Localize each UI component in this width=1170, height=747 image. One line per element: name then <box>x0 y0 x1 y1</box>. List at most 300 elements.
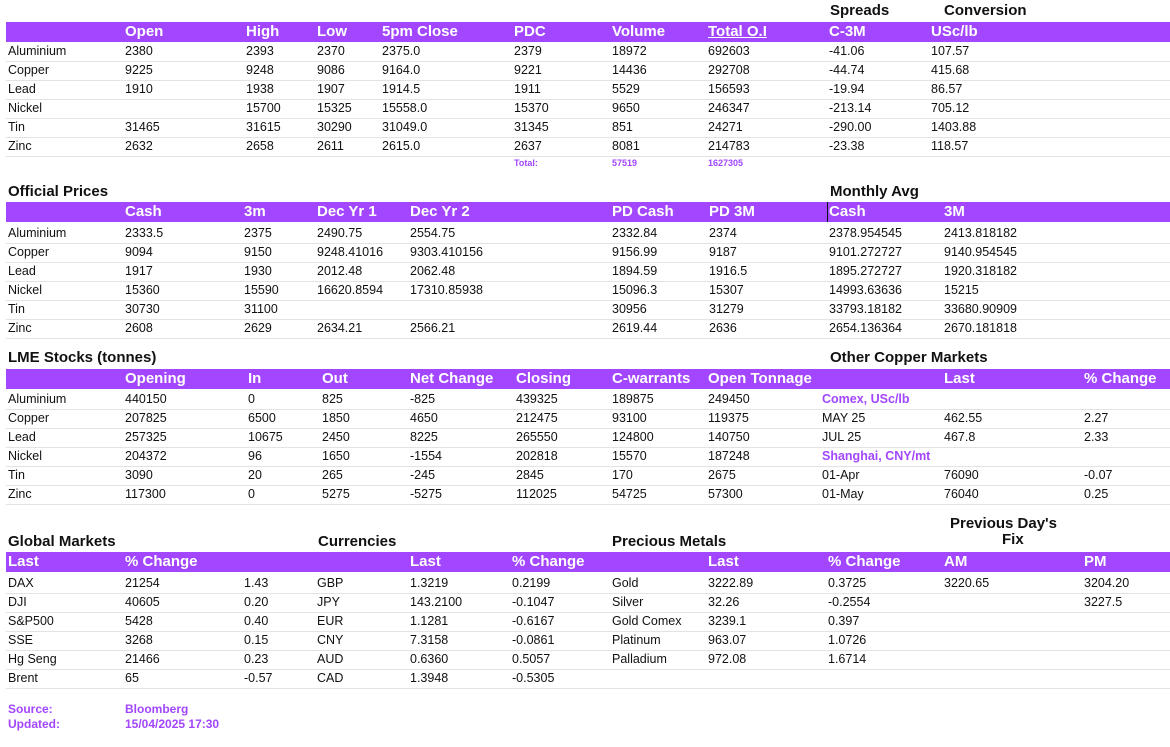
col-closing: Closing <box>516 370 571 387</box>
cell: 2380 <box>125 44 153 58</box>
cell: 415.68 <box>931 63 970 77</box>
cell: 2450 <box>322 430 350 444</box>
col-volume: Volume <box>612 23 666 40</box>
cell: 24271 <box>708 120 743 134</box>
cell: 0 <box>248 487 255 501</box>
cell: CAD <box>317 671 344 685</box>
table-row <box>6 447 1170 467</box>
table-row <box>6 99 1170 119</box>
metal-name: Lead <box>8 264 36 278</box>
cell: 143.2100 <box>410 595 463 609</box>
col-pm-last: Last <box>708 553 739 570</box>
other-market-label: 01-May <box>822 487 864 501</box>
cell: 2333.5 <box>125 226 164 240</box>
cell: 31615 <box>246 120 281 134</box>
currencies-title: Currencies <box>318 533 397 550</box>
metal-name: Copper <box>8 63 49 77</box>
cell: 1403.88 <box>931 120 977 134</box>
cell: 1894.59 <box>612 264 658 278</box>
col-net-change: Net Change <box>410 370 494 387</box>
cell: Palladium <box>612 652 667 666</box>
cell: 4650 <box>410 411 438 425</box>
col-avg-cash: Cash <box>829 203 866 220</box>
totals-volume: 57519 <box>612 158 638 168</box>
other-market-change: 0.25 <box>1084 487 1109 501</box>
cell: -0.2554 <box>828 595 871 609</box>
markets-header-band <box>6 552 1170 572</box>
metal-name: Nickel <box>8 449 43 463</box>
metal-name: Lead <box>8 430 36 444</box>
metal-name: Tin <box>8 302 25 316</box>
cell: 1930 <box>244 264 272 278</box>
cell: 32.26 <box>708 595 740 609</box>
cell: 15590 <box>244 283 279 297</box>
cell: CNY <box>317 633 344 647</box>
cell: 107.57 <box>931 44 970 58</box>
cell: 5529 <box>612 82 640 96</box>
updated-value: 15/04/2025 17:30 <box>125 717 220 731</box>
cell: 2675 <box>708 468 736 482</box>
cell: 156593 <box>708 82 750 96</box>
cell: 2636 <box>709 321 737 335</box>
col-pd-3m: PD 3M <box>709 203 755 220</box>
other-market-label: JUL 25 <box>822 430 862 444</box>
cell: 15570 <box>612 449 647 463</box>
metal-name: Lead <box>8 82 36 96</box>
cell: 170 <box>612 468 633 482</box>
cell: 2012.48 <box>317 264 363 278</box>
cell: 2374 <box>709 226 737 240</box>
cell: 3268 <box>125 633 153 647</box>
cell: 0 <box>248 392 255 406</box>
cell: 9187 <box>709 245 737 259</box>
col-dec-yr1: Dec Yr 1 <box>317 203 377 220</box>
cell: 0.40 <box>244 614 269 628</box>
cell: 2332.84 <box>612 226 658 240</box>
other-market-last: 76090 <box>944 468 979 482</box>
cell: 30956 <box>612 302 647 316</box>
cell: 9164.0 <box>382 63 421 77</box>
cell: 1895.272727 <box>829 264 902 278</box>
col-5pm-close: 5pm Close <box>382 23 458 40</box>
totals-label: Total: <box>514 158 538 168</box>
cell: 30730 <box>125 302 160 316</box>
table-row <box>6 80 1170 100</box>
cell: -44.74 <box>829 63 865 77</box>
col-dec-yr2: Dec Yr 2 <box>410 203 470 220</box>
cell: 7.3158 <box>410 633 449 647</box>
cell: 2654.136364 <box>829 321 902 335</box>
table-row <box>6 300 1170 320</box>
cell: -0.1047 <box>512 595 555 609</box>
cell: 692603 <box>708 44 750 58</box>
cell: 9140.954545 <box>944 245 1017 259</box>
cell: 14993.63636 <box>829 283 902 297</box>
cell: 65 <box>125 671 139 685</box>
cell: -19.94 <box>829 82 865 96</box>
table-row <box>6 319 1170 339</box>
cell: SSE <box>8 633 34 647</box>
cell: 17310.85938 <box>410 283 483 297</box>
cell: 2379 <box>514 44 542 58</box>
cell: 972.08 <box>708 652 747 666</box>
cell: 31465 <box>125 120 160 134</box>
cell: 0.5057 <box>512 652 551 666</box>
other-copper-title: Other Copper Markets <box>830 349 988 366</box>
col-gm-change: % Change <box>125 553 198 570</box>
cell: -0.5305 <box>512 671 555 685</box>
cell: 439325 <box>516 392 558 406</box>
cell: 825 <box>322 392 343 406</box>
metal-name: Aluminium <box>8 226 67 240</box>
cell: 2608 <box>125 321 153 335</box>
other-market-label: 01-Apr <box>822 468 860 482</box>
cell: 249450 <box>708 392 750 406</box>
table-row <box>6 409 1170 429</box>
cell: 2413.818182 <box>944 226 1017 240</box>
cell: -41.06 <box>829 44 865 58</box>
cell: 0.15 <box>244 633 269 647</box>
col-fix-am: AM <box>944 553 968 570</box>
col-low: Low <box>317 23 347 40</box>
table-row <box>6 650 1170 670</box>
metal-name: Nickel <box>8 101 43 115</box>
cell: 851 <box>612 120 633 134</box>
cell: 8081 <box>612 139 640 153</box>
cell: 86.57 <box>931 82 963 96</box>
cell: 0.3725 <box>828 576 867 590</box>
cell: Gold Comex <box>612 614 682 628</box>
cell: 14436 <box>612 63 647 77</box>
cell: -1554 <box>410 449 442 463</box>
table-row <box>6 137 1170 157</box>
cell: Gold <box>612 576 639 590</box>
cell: 1914.5 <box>382 82 421 96</box>
cell: 31345 <box>514 120 549 134</box>
updated-label: Updated: <box>8 717 60 731</box>
cell: 0.6360 <box>410 652 449 666</box>
cell: 189875 <box>612 392 654 406</box>
cell: 1.6714 <box>828 652 867 666</box>
table-row <box>6 42 1170 62</box>
cell: 204372 <box>125 449 167 463</box>
cell: 440150 <box>125 392 167 406</box>
cursor-marker <box>827 202 828 222</box>
col-c-warrants: C-warrants <box>612 370 691 387</box>
cell: 57300 <box>708 487 743 501</box>
monthly-avg-title: Monthly Avg <box>830 183 919 200</box>
cell: AUD <box>317 652 344 666</box>
col-pdc: PDC <box>514 23 546 40</box>
cell: 93100 <box>612 411 647 425</box>
cell: 10675 <box>248 430 283 444</box>
cell: S&P500 <box>8 614 54 628</box>
cell: 9150 <box>244 245 272 259</box>
col-3m: 3m <box>244 203 266 220</box>
cell: 292708 <box>708 63 750 77</box>
cell: 9221 <box>514 63 542 77</box>
cell: 2632 <box>125 139 153 153</box>
metal-name: Tin <box>8 468 25 482</box>
cell: Hg Seng <box>8 652 57 666</box>
cell: 1850 <box>322 411 350 425</box>
cell: 5275 <box>322 487 350 501</box>
cell: 2370 <box>317 44 345 58</box>
cell: 31100 <box>244 302 278 316</box>
cell: 2375 <box>244 226 272 240</box>
cell: 2637 <box>514 139 542 153</box>
cell: -23.38 <box>829 139 865 153</box>
cell: 140750 <box>708 430 750 444</box>
cell: 33680.90909 <box>944 302 1017 316</box>
col-in: In <box>248 370 262 387</box>
cell: 118.57 <box>931 139 969 153</box>
cell: 2629 <box>244 321 272 335</box>
cell: 5428 <box>125 614 153 628</box>
cell: 212475 <box>516 411 558 425</box>
col-cur-last: Last <box>410 553 441 570</box>
cell: 2845 <box>516 468 544 482</box>
metal-name: Copper <box>8 245 49 259</box>
table-row <box>6 593 1170 613</box>
official-prices-title: Official Prices <box>8 183 109 200</box>
cell: 9303.410156 <box>410 245 483 259</box>
cell: 257325 <box>125 430 167 444</box>
metal-name: Zinc <box>8 321 32 335</box>
cell: -0.6167 <box>512 614 555 628</box>
cell: 15370 <box>514 101 549 115</box>
cell: 0.397 <box>828 614 860 628</box>
cell: DAX <box>8 576 34 590</box>
table-row <box>6 118 1170 138</box>
table-row <box>6 485 1170 505</box>
cell: 15558.0 <box>382 101 428 115</box>
cell: 2378.954545 <box>829 226 902 240</box>
cell: 2554.75 <box>410 226 456 240</box>
cell: 3239.1 <box>708 614 747 628</box>
cell: 1920.318182 <box>944 264 1017 278</box>
metal-name: Zinc <box>8 487 32 501</box>
cell: -5275 <box>410 487 442 501</box>
cell: 2619.44 <box>612 321 658 335</box>
col-high: High <box>246 23 280 40</box>
metal-name: Tin <box>8 120 25 134</box>
cell: 2375.0 <box>382 44 421 58</box>
cell: 265 <box>322 468 343 482</box>
col-pd-cash: PD Cash <box>612 203 674 220</box>
cell: 21466 <box>125 652 160 666</box>
cell: 9650 <box>612 101 640 115</box>
col-out: Out <box>322 370 348 387</box>
cell: 9248.41016 <box>317 245 384 259</box>
cell: GBP <box>317 576 344 590</box>
cell: EUR <box>317 614 344 628</box>
col-avg-3m: 3M <box>944 203 965 220</box>
cell: 2634.21 <box>317 321 363 335</box>
cell: 119375 <box>708 411 749 425</box>
cell: 2393 <box>246 44 274 58</box>
global-markets-title: Global Markets <box>8 533 116 550</box>
table-row <box>6 390 1170 410</box>
cell: 16620.8594 <box>317 283 384 297</box>
cell: -213.14 <box>829 101 872 115</box>
cell: 1.1281 <box>410 614 449 628</box>
cell: 3220.65 <box>944 576 990 590</box>
cell: Silver <box>612 595 644 609</box>
cell: 15096.3 <box>612 283 658 297</box>
cell: 1.3219 <box>410 576 449 590</box>
col-other-change: % Change <box>1084 370 1157 387</box>
cell: 30290 <box>317 120 352 134</box>
cell: 6500 <box>248 411 276 425</box>
source-value: Bloomberg <box>125 702 189 716</box>
cell: -290.00 <box>829 120 872 134</box>
cell: 2490.75 <box>317 226 363 240</box>
cell: 1911 <box>514 82 541 96</box>
cell: 9101.272727 <box>829 245 902 259</box>
other-market-change: -0.07 <box>1084 468 1113 482</box>
cell: Platinum <box>612 633 661 647</box>
other-market-label: Comex, USc/lb <box>822 392 910 406</box>
cell: 214783 <box>708 139 750 153</box>
base-header-band <box>6 22 1170 42</box>
cell: 31279 <box>709 302 744 316</box>
table-row <box>6 466 1170 486</box>
col-gm-last: Last <box>8 553 39 570</box>
other-market-change: 2.33 <box>1084 430 1109 444</box>
cell: 1907 <box>317 82 345 96</box>
metal-name: Nickel <box>8 283 43 297</box>
cell: 124800 <box>612 430 654 444</box>
cell: DJI <box>8 595 27 609</box>
cell: 9225 <box>125 63 153 77</box>
metal-name: Copper <box>8 411 49 425</box>
metal-name: Aluminium <box>8 392 67 406</box>
cell: Brent <box>8 671 38 685</box>
cell: 3222.89 <box>708 576 754 590</box>
cell: 1938 <box>246 82 274 96</box>
cell: 112025 <box>516 487 557 501</box>
col-c-3m: C-3M <box>829 23 866 40</box>
fix-title-1: Previous Day's <box>950 515 1057 532</box>
cell: 2062.48 <box>410 264 456 278</box>
cell: 9086 <box>317 63 345 77</box>
cell: 8225 <box>410 430 438 444</box>
cell: 2566.21 <box>410 321 456 335</box>
cell: 40605 <box>125 595 160 609</box>
other-market-last: 76040 <box>944 487 979 501</box>
cell: 265550 <box>516 430 558 444</box>
cell: 187248 <box>708 449 750 463</box>
other-market-change: 2.27 <box>1084 411 1109 425</box>
col-pm-change: % Change <box>828 553 901 570</box>
other-market-label: Shanghai, CNY/mt <box>822 449 931 463</box>
cell: 207825 <box>125 411 167 425</box>
cell: 1917 <box>125 264 153 278</box>
cell: 54725 <box>612 487 647 501</box>
totals-oi: 1627305 <box>708 158 744 168</box>
cell: 0.2199 <box>512 576 551 590</box>
cell: 202818 <box>516 449 558 463</box>
cell: -0.57 <box>244 671 273 685</box>
cell: 15307 <box>709 283 744 297</box>
col-opening: Opening <box>125 370 186 387</box>
cell: 15700 <box>246 101 281 115</box>
table-row <box>6 631 1170 651</box>
other-market-last: 467.8 <box>944 430 976 444</box>
cell: 20 <box>248 468 262 482</box>
cell: 0.23 <box>244 652 269 666</box>
col-total-oi-link[interactable]: Total O.I <box>708 23 767 40</box>
cell: 1916.5 <box>709 264 748 278</box>
cell: -825 <box>410 392 436 406</box>
cell: -0.0861 <box>512 633 555 647</box>
spreads-heading: Spreads <box>830 2 890 19</box>
table-row <box>6 612 1170 632</box>
col-open-tonnage: Open Tonnage <box>708 370 812 387</box>
col-other-last: Last <box>944 370 975 387</box>
cell: 246347 <box>708 101 750 115</box>
col-cur-change: % Change <box>512 553 585 570</box>
cell: 15360 <box>125 283 160 297</box>
other-market-label: MAY 25 <box>822 411 866 425</box>
cell: 2615.0 <box>382 139 421 153</box>
cell: JPY <box>317 595 340 609</box>
col-fix-pm: PM <box>1084 553 1107 570</box>
cell: 1.43 <box>244 576 269 590</box>
cell: 3090 <box>125 468 153 482</box>
metal-name: Zinc <box>8 139 32 153</box>
table-row <box>6 243 1170 263</box>
cell: 15215 <box>944 283 979 297</box>
cell: 963.07 <box>708 633 747 647</box>
cell: 0.20 <box>244 595 269 609</box>
cell: 2611 <box>317 139 344 153</box>
table-row <box>6 669 1170 689</box>
cell: 1910 <box>125 82 153 96</box>
col-usc-lb: USc/lb <box>931 23 978 40</box>
table-row <box>6 61 1170 81</box>
cell: 3204.20 <box>1084 576 1130 590</box>
cell: 96 <box>248 449 262 463</box>
cell: 117300 <box>125 487 166 501</box>
cell: 9156.99 <box>612 245 658 259</box>
col-open: Open <box>125 23 164 40</box>
lme-stocks-title: LME Stocks (tonnes) <box>8 349 157 366</box>
table-row <box>6 574 1170 594</box>
official-header-band <box>6 202 1170 222</box>
cell: 9248 <box>246 63 274 77</box>
table-row <box>6 428 1170 448</box>
cell: -245 <box>410 468 436 482</box>
cell: 9094 <box>125 245 153 259</box>
table-row <box>6 262 1170 282</box>
cell: 2670.181818 <box>944 321 1017 335</box>
cell: 33793.18182 <box>829 302 902 316</box>
table-row <box>6 224 1170 244</box>
cell: 1.0726 <box>828 633 867 647</box>
cell: 705.12 <box>931 101 970 115</box>
metal-name: Aluminium <box>8 44 67 58</box>
fix-title-2: Fix <box>1002 531 1024 548</box>
cell: 1650 <box>322 449 350 463</box>
table-row <box>6 281 1170 301</box>
source-label: Source: <box>8 702 53 716</box>
conversion-heading: Conversion <box>944 2 1027 19</box>
cell: 18972 <box>612 44 647 58</box>
cell: 31049.0 <box>382 120 428 134</box>
stocks-header-band <box>6 369 1170 389</box>
